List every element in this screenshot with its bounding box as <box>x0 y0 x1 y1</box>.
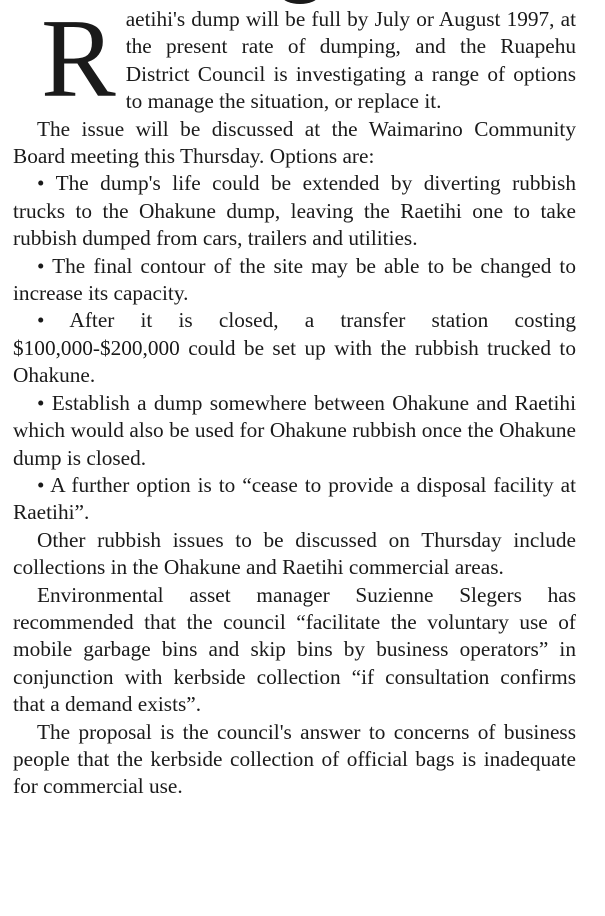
option-transfer-station: • After it is closed, a transfer station costing $100,000-$200,000 could be set up with the rubbish trucked to Ohakune. <box>13 308 576 388</box>
lead-paragraph <box>13 0 576 121</box>
option-new-dump: • Establish a dump somewhere between Ohakune and Raetihi which would also be used for Ohakune rubbish once the Ohakune dump is closed. <box>13 390 576 470</box>
paragraph-other-issues: Other rubbish issues to be discussed on Thursday include collections in the Ohakune and Raetihi commercial areas. <box>13 527 576 580</box>
paragraph-recommendation: Environmental asset manager Suzienne Slegers has recommended that the council “facilitate the voluntary use of mobile garbage bins and skip bins by business operators” in conjunction with kerbside collection “if consultation confirms that a demand exists”. <box>13 582 576 717</box>
option-cease-facility: • A further option is to “cease to provide a disposal facility at Raetihi”. <box>13 472 576 525</box>
article-body <box>13 0 576 801</box>
option-divert-trucks: • The dump's life could be extended by diverting rubbish trucks to the Ohakune dump, leaving the Raetihi one to take rubbish dumped from cars, trailers and utilities. <box>13 171 576 251</box>
paragraph-proposal: The proposal is the council's answer to concerns of business people that the kerbside collection of official bags is inadequate for commercial use. <box>13 719 576 799</box>
drop-cap: R <box>41 0 116 121</box>
option-change-contour: • The final contour of the site may be able to be changed to increase its capacity. <box>13 253 576 306</box>
lead-text: aetihi's dump will be full by July or August 1997, at the present rate of dumping, and the Ruapehu District Council is investigating a range of options to manage the situation, or replace it. <box>125 7 576 114</box>
paragraph-board-meeting: The issue will be discussed at the Waimarino Community Board meeting this Thursday. Options are: <box>13 116 576 169</box>
